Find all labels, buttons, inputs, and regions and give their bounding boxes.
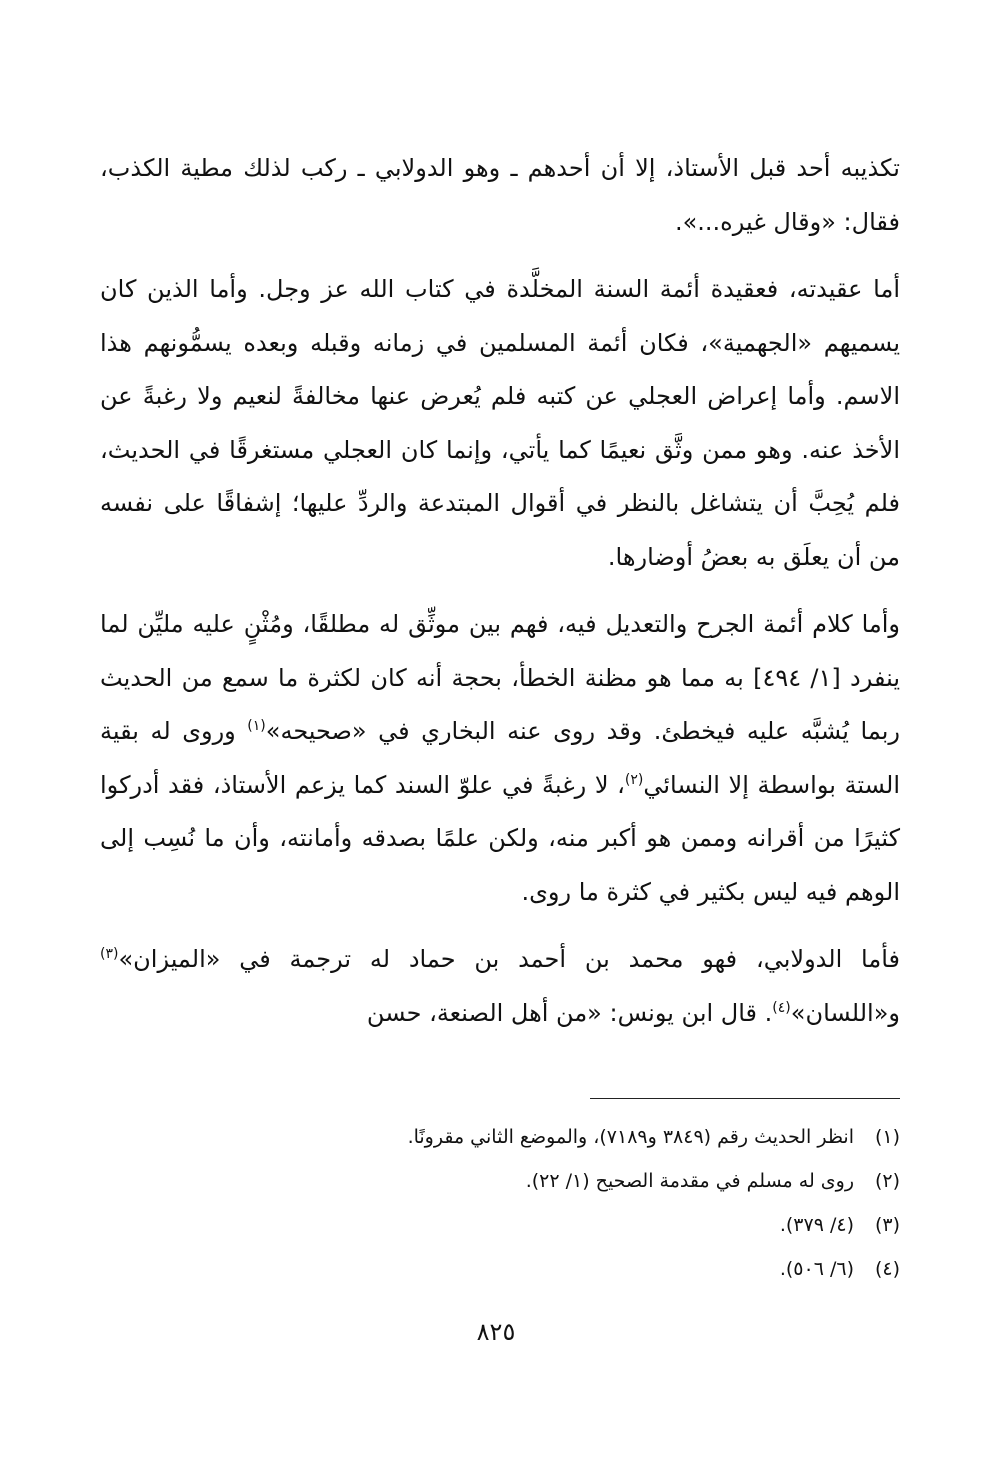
paragraph-4-text-a: فأما الدولابي، فهو محمد بن أحمد بن حماد له ترجمة في «الميزان» bbox=[118, 945, 900, 973]
footnote-ref-1[interactable]: (١) bbox=[247, 718, 266, 734]
footnote-ref-4[interactable]: (٤) bbox=[772, 999, 791, 1016]
footnote-4-text: (٦/ ٥٠٦). bbox=[779, 1258, 854, 1280]
paragraph-3 bbox=[100, 598, 900, 919]
footnote-2 bbox=[100, 1159, 900, 1203]
paragraph-1-text: تكذيبه أحد قبل الأستاذ، إلا أن أحدهم ـ وهو الدولابي ـ ركب لذلك مطية الكذب، فقال: «وقال غيره...». bbox=[100, 154, 900, 236]
footnote-ref-3[interactable]: (٣) bbox=[100, 946, 119, 962]
main-text bbox=[100, 142, 900, 1054]
footnote-4 bbox=[100, 1247, 900, 1291]
footnote-3 bbox=[100, 1203, 900, 1247]
footnotes-section bbox=[100, 1115, 900, 1291]
footnote-3-text: (٤/ ٣٧٩). bbox=[779, 1214, 854, 1236]
paragraph-1 bbox=[100, 142, 900, 249]
paragraph-2 bbox=[100, 263, 900, 584]
paragraph-4-text-b: و«اللسان» bbox=[790, 998, 900, 1027]
footnote-2-number: (٢) bbox=[874, 1170, 900, 1192]
footnote-2-text: روى له مسلم في مقدمة الصحيح (١/ ٢٢). bbox=[525, 1170, 854, 1192]
paragraph-4-text-c: . قال ابن يونس: «من أهل الصنعة، حسن bbox=[366, 998, 773, 1027]
paragraph-3-text-b: وروى له بقية الستة بواسطة إلا النسائي bbox=[100, 717, 901, 799]
footnote-3-number: (٣) bbox=[874, 1214, 900, 1236]
paragraph-2-text: أما عقيدته، فعقيدة أئمة السنة المخلَّدة في كتاب الله عز وجل. وأما الذين كان يسميهم «الجهمية»، فكان أئمة المسلمين في زمانه وقبله وبعده يسمُّونهم هذا الاسم. وأما إعراض العجلي عن كتبه فلم يُعرض عنها مخالفةً لنعيم ولا رغبةً عن الأخذ عنه. وهو ممن وثَّق نعيمًا كما يأتي، وإنما كان العجلي مستغرقًا في الحديث، فلم يُحِبَّ أن يتشاغل بالنظر في أقوال المبتدعة والردِّ عليها؛ إشفاقًا على نفسه من أن يعلَق به بعضُ أوضارها. bbox=[100, 275, 900, 571]
footnote-4-number: (٤) bbox=[874, 1258, 900, 1280]
footnote-divider bbox=[590, 1098, 900, 1099]
paragraph-3-text-c: ، لا رغبةً في علوّ السند كما يزعم الأستاذ، فقد أدركوا كثيرًا من أقرانه وممن هو أكبر منه، ولكن علمًا بصدقه وأمانته، وأن ما نُسِب إلى الوهم فيه ليس بكثير في كثرة ما روى. bbox=[100, 770, 900, 906]
footnote-ref-2[interactable]: (٢) bbox=[624, 771, 644, 788]
page-number: ٨٢٥ bbox=[476, 1318, 516, 1346]
paragraph-4 bbox=[100, 933, 900, 1040]
paragraph-3-text-a: وأما كلام أئمة الجرح والتعديل فيه، فهم بين موثِّق له مطلقًا، ومُثْنٍ عليه مليِّن لما ينفرد [١/ ٤٩٤] به مما هو مظنة الخطأ، بحجة أنه كان لكثرة ما سمع من الحديث ربما يُشبَّه عليه فيخطئ. وقد روى عنه البخاري في «صحيحه» bbox=[100, 610, 901, 745]
footnote-1-text: انظر الحديث رقم (٣٨٤٩ و٧١٨٩)، والموضع الثاني مقرونًا. bbox=[407, 1126, 854, 1148]
footnote-1-number: (١) bbox=[874, 1126, 900, 1148]
footnote-1 bbox=[100, 1115, 900, 1159]
